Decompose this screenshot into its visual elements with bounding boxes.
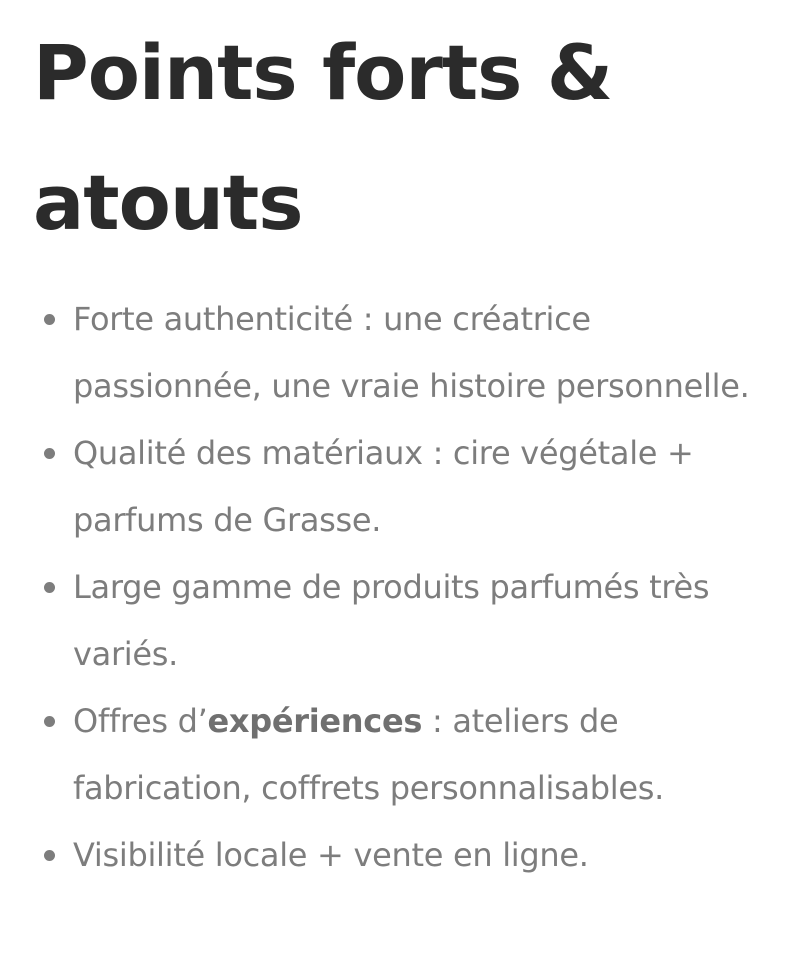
list-item-materials <box>0 420 800 554</box>
bullet-icon <box>44 850 55 861</box>
list-item-range <box>0 554 800 688</box>
bullet-icon <box>44 582 55 593</box>
bullet-icon <box>44 716 55 727</box>
bullet-icon <box>44 448 55 459</box>
list-item-text: Forte authenticité : une créatrice passionnée, une vraie histoire personnelle. <box>73 300 750 405</box>
list-item-emphasis: expériences <box>207 702 423 740</box>
list-item-text: Visibilité locale + vente en ligne. <box>73 836 589 874</box>
list-item-suffix: : ateliers de fabrication, coffrets personnalisables. <box>73 702 664 807</box>
page-title: Points forts & atouts <box>33 28 613 247</box>
bullet-icon <box>44 314 55 325</box>
list-item-text: Large gamme de produits parfumés très variés. <box>73 568 710 673</box>
list-item-visibility <box>0 822 800 889</box>
strengths-list <box>0 286 800 889</box>
list-item-experiences <box>0 688 800 822</box>
list-item-authenticity <box>0 286 800 420</box>
list-item-text: Qualité des matériaux : cire végétale + parfums de Grasse. <box>73 434 694 539</box>
list-item-prefix: Offres d’ <box>73 702 208 740</box>
